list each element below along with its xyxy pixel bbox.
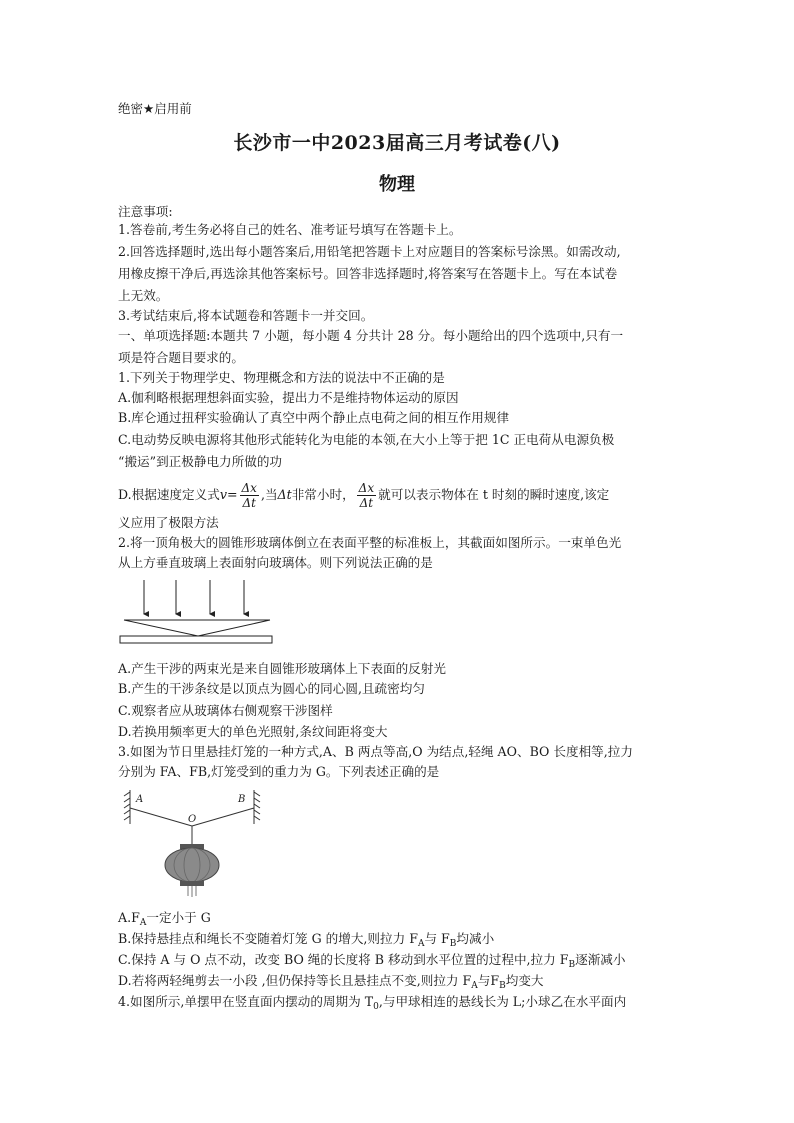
q2-stem-line1: 2.将一顶角极大的圆锥形玻璃体倒立在表面平整的标准板上，其截面如图所示。一束单色光 [118, 535, 622, 550]
q3-a-sub: A [139, 918, 147, 928]
q1-d-fraction-1-den: Δt [242, 496, 256, 510]
q3-b-mid: 与 F [424, 931, 450, 946]
q1-d-dt: Δt [277, 487, 292, 502]
q1-d-v: v [219, 487, 227, 502]
q3-c-end: 逐渐减小 [575, 952, 626, 967]
q1-d-mid1: ,当 [260, 487, 278, 502]
q1-d-fraction-2-num: Δx [358, 481, 375, 495]
q1-option-a: A.伽利略根据理想斜面实验，提出力不是维持物体运动的原因 [118, 390, 459, 405]
fig-label-o: O [188, 814, 197, 825]
q3-a-prefix: A.F [118, 910, 140, 925]
q1-option-d-line1 [118, 478, 609, 512]
q3-b-sub2: B [449, 939, 457, 949]
cone-lower-surface [124, 620, 270, 636]
notice-heading: 注意事项: [118, 204, 173, 219]
q1-stem: 1.下列关于物理学史、物理概念和方法的说法中不正确的是 [118, 370, 445, 385]
q3-option-b [118, 930, 494, 953]
q3-d-mid: 与F [477, 973, 500, 988]
fig-label-b: B [238, 794, 246, 805]
q1-option-d-line2: 义应用了极限方法 [118, 515, 219, 530]
notice-item-2-line1: 2.回答选择题时,选出每小题答案后,用铅笔把答题卡上对应题目的答案标号涂黑。如需改动, [118, 244, 621, 259]
q4-stem-sub: 0 [373, 1002, 379, 1012]
notice-item-1: 1.答卷前,考生务必将自己的姓名、准考证号填写在答题卡上。 [118, 222, 462, 237]
q2-option-c: C.观察者应从玻璃体右侧观察干涉图样 [118, 703, 333, 718]
rope-ao [130, 808, 192, 826]
exam-title: 长沙市一中2023届高三月考试卷(八) [233, 132, 561, 154]
q4-stem-a: 4.如图所示,单摆甲在竖直面内摆动的周期为 T [118, 994, 374, 1009]
q4-stem-line1 [118, 993, 626, 1016]
q1-option-c-line2: “搬运”到正极静电力所做的功 [118, 454, 283, 469]
q3-c-sub: B [568, 960, 576, 970]
q1-d-fraction-1 [240, 481, 259, 510]
light-rays [144, 580, 244, 614]
q1-d-mid2: 非常小时， [291, 487, 355, 502]
q3-b-sub1: A [417, 939, 425, 949]
notice-item-3: 3.考试结束后,将本试题卷和答题卡一并交回。 [118, 308, 374, 323]
section1-line1: 一、单项选择题:本题共 7 小题，每小题 4 分共计 28 分。每小题给出的四个选项中,只有一 [118, 328, 624, 343]
q3-c-text: C.保持 A 与 O 点不动，改变 BO 绳的长度将 B 移动到水平位置的过程中,拉力 F [118, 952, 569, 967]
q3-d-sub2: B [499, 981, 506, 991]
q2-option-b: B.产生的干涉条纹是以顶点为圆心的同心圆,且疏密均匀 [118, 681, 425, 696]
q1-option-c-line1: C.电动势反映电源将其他形式能转化为电能的本领,在大小上等于把 1C 正电荷从电源负极 [118, 432, 615, 447]
q3-b-end: 均减小 [456, 931, 495, 946]
q4-stem-b: ,与甲球相连的悬线长为 L;小球乙在水平面内 [378, 994, 627, 1009]
q1-d-fraction-2-den: Δt [359, 496, 374, 510]
q2-option-d: D.若换用频率更大的单色光照射,条纹间距将变大 [118, 724, 388, 739]
q1-d-fraction-2 [357, 481, 376, 510]
cone-glass-figure [118, 578, 278, 648]
notice-item-2-line2: 用橡皮擦干净后,再选涂其他答案标号。回答非选择题时,将答案写在答题卡上。写在本试卷 [118, 266, 618, 281]
notice-item-2-line3: 上无效。 [118, 288, 169, 303]
subject-title: 物理 [379, 174, 415, 195]
q3-d-text: D.若将两轻绳剪去一小段 ,但仍保持等长且悬挂点不变,则拉力 F [118, 973, 472, 988]
q2-stem-line2: 从上方垂直玻璃上表面射向玻璃体。则下列说法正确的是 [118, 555, 433, 570]
q3-d-sub1: A [471, 981, 478, 991]
q1-option-b: B.库仑通过扭秤实验确认了真空中两个静止点电荷之间的相互作用规律 [118, 410, 510, 425]
right-wall-support [254, 790, 260, 824]
q3-option-d [118, 972, 544, 995]
lantern-icon [165, 844, 219, 897]
q3-b-text: B.保持悬挂点和绳长不变随着灯笼 G 的增大,则拉力 F [118, 931, 418, 946]
q1-d-prefix: D.根据速度定义式 [118, 487, 220, 502]
lantern-figure [118, 786, 268, 898]
q1-d-fraction-1-num: Δx [241, 481, 257, 495]
q3-d-end: 均变大 [505, 973, 544, 988]
q1-d-suffix: 就可以表示物体在 t 时刻的瞬时速度,该定 [378, 487, 610, 502]
q3-stem-line1: 3.如图为节日里悬挂灯笼的一种方式,A、B 两点等高,O 为结点,轻绳 AO、BO 长度相等,拉力 [118, 744, 633, 759]
left-wall-support [124, 790, 130, 824]
standard-plate [120, 636, 272, 643]
q3-a-suffix: 一定小于 G [146, 910, 211, 925]
confidential-label: 绝密★启用前 [118, 101, 192, 116]
fig-label-a: A [136, 794, 144, 805]
q3-stem-line2: 分别为 FA、FB,灯笼受到的重力为 G。下列表述正确的是 [118, 764, 440, 779]
q3-option-c [118, 951, 625, 974]
rope-bo [192, 808, 254, 826]
q3-option-a [118, 909, 211, 932]
section1-line2: 项是符合题目要求的。 [118, 350, 244, 365]
q2-option-a: A.产生干涉的两束光是来自圆锥形玻璃体上下表面的反射光 [118, 661, 446, 676]
q1-d-eq: = [226, 487, 238, 502]
